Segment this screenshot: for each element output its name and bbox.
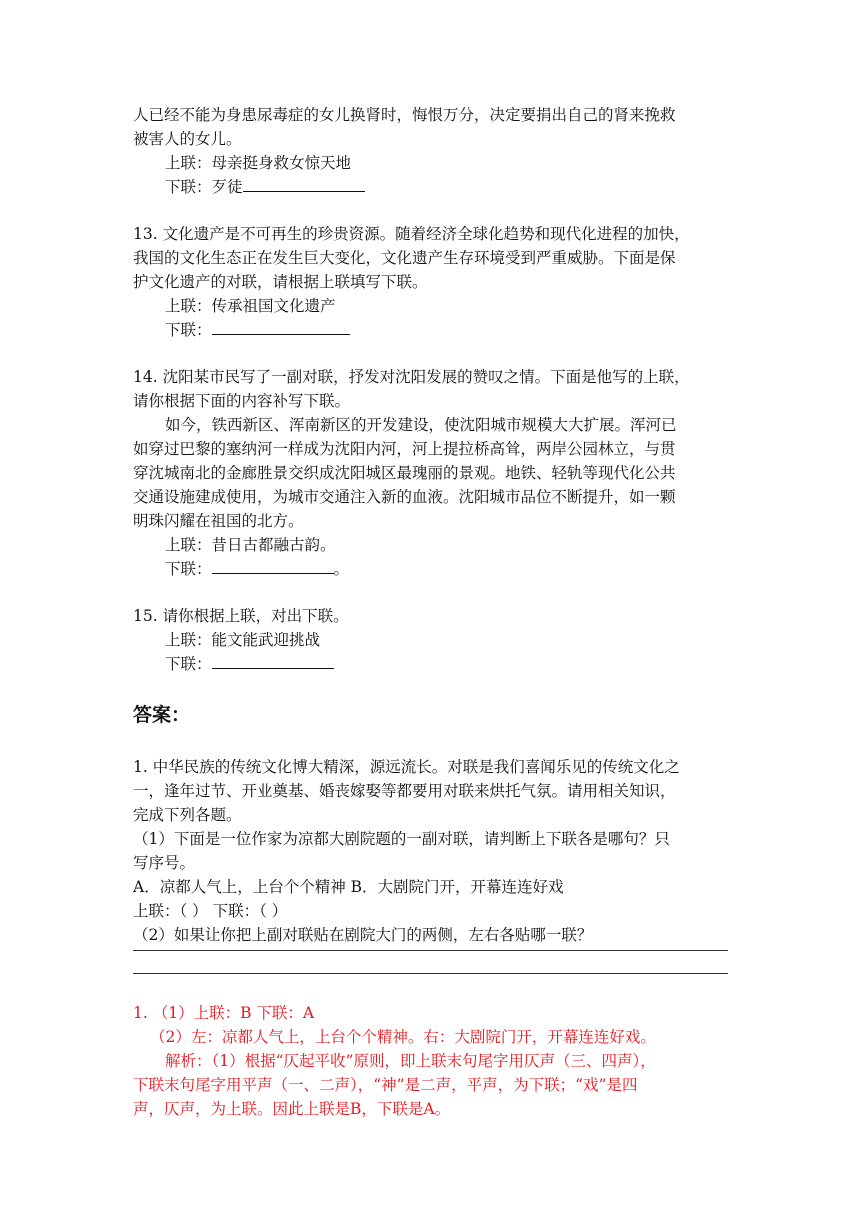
q14-passage-line-3: 穿沈城南北的金廊胜景交织成沈阳城区最瑰丽的景观。地铁、轻轨等现代化公共 — [133, 464, 676, 482]
q15-answer-blank[interactable] — [212, 653, 334, 669]
answer-key-analysis-line-3: 声，仄声，为上联。因此上联是B，下联是A。 — [133, 1100, 451, 1118]
q14-lower-label: 下联： — [165, 560, 212, 578]
q13-text-line-3: 护文化遗产的对联，请根据上联填写下联。 — [133, 273, 428, 291]
answers-heading: 答案： — [133, 704, 191, 726]
answers-q1-line-3: 完成下列各题。 — [133, 806, 242, 824]
answer-key-line-1: 1. （1）上联：B 下联：A — [133, 1004, 315, 1022]
q14-text-line-2: 请你根据下面的内容补写下联。 — [133, 392, 351, 410]
answer-key-analysis-line-2: 下联末句尾字用平声（一、二声），“神”是二声，平声，为下联；“戏”是四 — [133, 1076, 638, 1094]
answer-writing-line-1[interactable] — [133, 950, 728, 951]
answers-q1-options: A．凉都人气上，上台个个精神 B．大剧院门开，开幕连连好戏 — [133, 878, 564, 896]
q14-passage-line-1: 如今，铁西新区、浑南新区的开发建设，使沈阳城市规模大大扩展。浑河已 — [165, 416, 677, 434]
q14-passage-line-5: 明珠闪耀在祖国的北方。 — [133, 512, 304, 530]
q14-passage-line-4: 交通设施建成使用，为城市交通注入新的血液。沈阳城市品位不断提升，如一颗 — [133, 488, 676, 506]
q12-lower-couplet — [165, 175, 365, 199]
answer-writing-line-2[interactable] — [133, 973, 728, 974]
answers-q1-line-1: 1. 中华民族的传统文化博大精深，源远流长。对联是我们喜闻乐见的传统文化之 — [133, 758, 680, 776]
q12-lower-label: 下联：歹徒 — [165, 178, 243, 196]
q14-lower-couplet — [165, 557, 349, 581]
q15-lower-couplet — [165, 652, 334, 676]
answers-q1-sub1-line-2: 写序号。 — [133, 854, 196, 872]
answers-q1-sub1-line-1: （1）下面是一位作家为凉都大剧院题的一副对联，请判断上下联各是哪句？只 — [133, 830, 670, 848]
q13-upper-couplet: 上联：传承祖国文化遗产 — [165, 297, 336, 315]
q13-text-line-1: 13. 文化遗产是不可再生的珍贵资源。随着经济全球化趋势和现代化进程的加快， — [133, 225, 690, 243]
answers-q1-line-2: 一，逢年过节、开业奠基、婚丧嫁娶等都要用对联来烘托气氛。请用相关知识， — [133, 782, 676, 800]
answer-key-analysis-line-1: 解析：（1）根据“仄起平收”原则，即上联末句尾字用仄声（三、四声）， — [165, 1052, 656, 1070]
q12-text-line-2: 被害人的女儿。 — [133, 130, 242, 148]
q12-answer-blank[interactable] — [243, 176, 365, 192]
q14-answer-blank[interactable] — [212, 558, 334, 574]
q15-upper-couplet: 上联：能文能武迎挑战 — [165, 631, 321, 649]
q14-text-line-1: 14. 沈阳某市民写了一副对联，抒发对沈阳发展的赞叹之情。下面是他写的上联， — [133, 368, 690, 386]
q14-lower-period: 。 — [333, 560, 350, 578]
q15-lower-label: 下联： — [165, 655, 212, 673]
q15-text-line-1: 15. 请你根据上联，对出下联。 — [133, 607, 349, 625]
answer-key-line-2: （2）左：凉都人气上，上台个个精神。右：大剧院门开，开幕连连好戏。 — [150, 1028, 656, 1046]
q13-text-line-2: 我国的文化生态正在发生巨大变化，文化遗产生存环境受到严重威胁。下面是保 — [133, 249, 676, 267]
q13-lower-label: 下联： — [165, 321, 212, 339]
q13-answer-blank[interactable] — [212, 319, 350, 335]
q12-text-line-1: 人已经不能为身患尿毒症的女儿换肾时，悔恨万分，决定要捐出自己的肾来挽救 — [133, 106, 676, 124]
q13-lower-couplet — [165, 318, 350, 342]
q12-upper-couplet: 上联：母亲挺身救女惊天地 — [165, 154, 352, 172]
q14-passage-line-2: 如穿过巴黎的塞纳河一样成为沈阳内河，河上提拉桥高耸，两岸公园林立，与贯 — [133, 440, 676, 458]
answers-q1-fill-in: 上联：（ ） 下联：（ ） — [133, 902, 288, 920]
q14-upper-couplet: 上联：昔日古都融古韵。 — [165, 536, 336, 554]
answers-q1-sub2: （2）如果让你把上副对联贴在剧院大门的两侧，左右各贴哪一联？ — [133, 926, 593, 944]
